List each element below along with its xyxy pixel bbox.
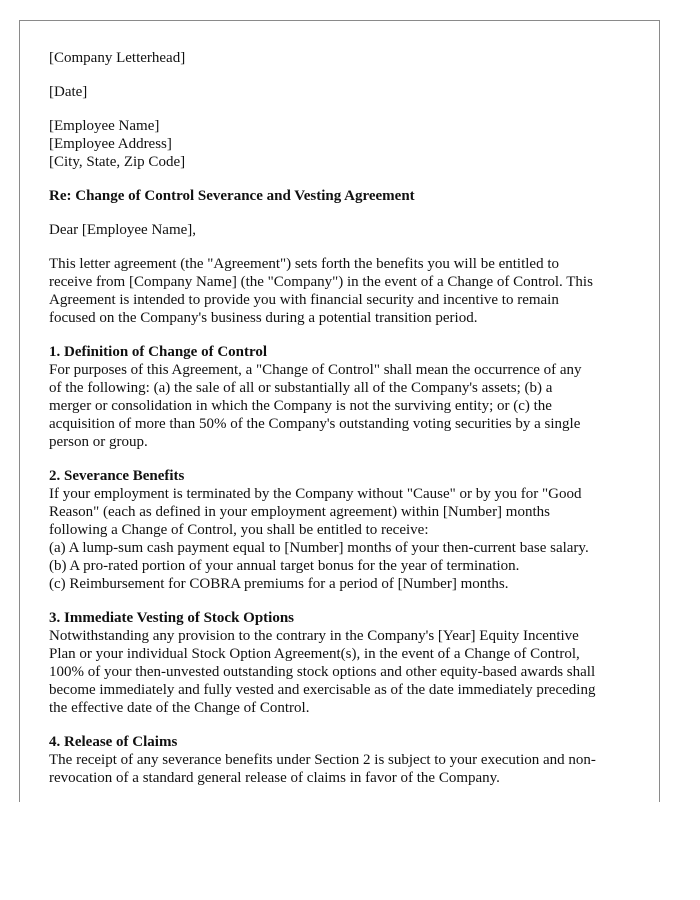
section-line: the effective date of the Change of Control.	[49, 700, 310, 716]
section-definition	[49, 343, 639, 451]
section-heading: 3. Immediate Vesting of Stock Options	[49, 610, 295, 626]
letter-body	[49, 49, 639, 787]
section-line: acquisition of more than 50% of the Company's outstanding voting securities by a single	[49, 416, 581, 432]
subject-line: Re: Change of Control Severance and Vesting Agreement	[49, 188, 415, 204]
intro-line: receive from [Company Name] (the "Company") in the event of a Change of Control. This	[49, 274, 593, 290]
section-line: 100% of your then-unvested outstanding stock options and other equity-based awards shall	[49, 664, 596, 680]
intro-line: Agreement is intended to provide you with financial security and incentive to remain	[49, 292, 559, 308]
section-line: become immediately and fully vested and exercisable as of the date immediately preceding	[49, 682, 596, 698]
section-line: person or group.	[49, 434, 148, 450]
section-severance	[49, 467, 639, 593]
section-line: For purposes of this Agreement, a "Change of Control" shall mean the occurrence of any	[49, 362, 582, 378]
section-line: revocation of a standard general release of claims in favor of the Company.	[49, 770, 500, 786]
section-line: The receipt of any severance benefits under Section 2 is subject to your execution and non-	[49, 752, 596, 768]
section-line: Reason" (each as defined in your employment agreement) within [Number] months	[49, 504, 550, 520]
intro-paragraph	[49, 255, 639, 327]
section-line: (b) A pro-rated portion of your annual target bonus for the year of termination.	[49, 558, 520, 574]
recipient-city-state-zip: [City, State, Zip Code]	[49, 154, 186, 170]
section-line: (c) Reimbursement for COBRA premiums for a period of [Number] months.	[49, 576, 509, 592]
section-line: Plan or your individual Stock Option Agreement(s), in the event of a Change of Control,	[49, 646, 580, 662]
letter-page	[19, 20, 660, 802]
section-line: following a Change of Control, you shall be entitled to receive:	[49, 522, 429, 538]
intro-line: This letter agreement (the "Agreement") sets forth the benefits you will be entitled to	[49, 256, 559, 272]
section-line: of the following: (a) the sale of all or substantially all of the Company's assets; (b) a	[49, 380, 553, 396]
section-line: merger or consolidation in which the Company is not the surviving entity; or (c) the	[49, 398, 552, 414]
section-line: Notwithstanding any provision to the contrary in the Company's [Year] Equity Incentive	[49, 628, 579, 644]
section-heading: 1. Definition of Change of Control	[49, 344, 268, 360]
recipient-block	[49, 117, 639, 171]
letter-date: [Date]	[49, 84, 88, 100]
salutation: Dear [Employee Name],	[49, 222, 197, 238]
intro-line: focused on the Company's business during a potential transition period.	[49, 310, 478, 326]
section-heading: 4. Release of Claims	[49, 734, 178, 750]
recipient-address: [Employee Address]	[49, 136, 172, 152]
section-release	[49, 733, 639, 787]
section-heading: 2. Severance Benefits	[49, 468, 185, 484]
section-line: If your employment is terminated by the Company without "Cause" or by you for "Good	[49, 486, 582, 502]
letterhead: [Company Letterhead]	[49, 50, 186, 66]
section-line: (a) A lump-sum cash payment equal to [Number] months of your then-current base salary.	[49, 540, 589, 556]
recipient-name: [Employee Name]	[49, 118, 160, 134]
section-vesting	[49, 609, 639, 717]
